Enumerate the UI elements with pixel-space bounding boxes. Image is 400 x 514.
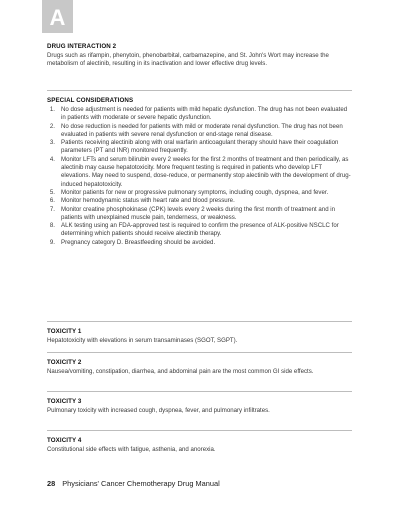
list-item: [47, 206, 352, 223]
toxicity-1-text: Hepatotoxicity with elevations in serum transaminases (SGOT, SGPT).: [47, 337, 238, 344]
section-letter-tab: [42, 0, 73, 33]
list-item: [47, 156, 352, 189]
drug-interaction-2-section: [47, 38, 352, 90]
list-item: [47, 197, 352, 205]
list-item: [47, 189, 352, 197]
list-item: [47, 222, 352, 239]
toxicity-2-text: Nausea/vomiting, constipation, diarrhea, and abdominal pain are the most common GI side effects.: [47, 368, 314, 375]
list-item-text: No dose adjustment is needed for patients with mild hepatic dysfunction. The drug has not been evaluated in patients with moderate or severe hepatic dysfunction.: [61, 106, 348, 122]
section-letter: A: [49, 5, 66, 30]
special-considerations-list: [47, 106, 352, 247]
list-item-text: Patients receiving alectinib along with oral warfarin anticoagulant therapy should have their coagulation parameters (PT and INR) monitored frequently.: [61, 139, 339, 155]
list-item-text: Monitor LFTs and serum bilirubin every 2 weeks for the first 2 months of treatment and then periodically, as alectinib may cause hepatotoxicity. More frequent testing is required in patients who develop LFT elevations. May need to suspend, dose-reduce, or permanently stop alectinib with the development of drug-induced hepatotoxicity.: [61, 155, 351, 188]
list-item-number: 3.: [49, 139, 55, 147]
list-item: [47, 106, 352, 123]
toxicity-2-heading: TOXICITY 2: [47, 359, 82, 366]
drug-interaction-2-text: Drugs such as rifampin, phenytoin, phenobarbital, carbamazepine, and St. John's Wort may increase the metabolism of alectinib, resulting in its inactivation and lower effective drug levels.: [47, 52, 329, 68]
book-title: Physicians' Cancer Chemotherapy Drug Manual: [62, 479, 220, 488]
page-footer: [47, 479, 220, 488]
list-item-text: Monitor hemodynamic status with heart rate and blood pressure.: [61, 197, 235, 205]
list-item-number: 6.: [49, 197, 55, 205]
list-item-text: No dose reduction is needed for patients with mild or moderate renal dysfunction. The drug has not been evaluated in patients with severe renal dysfunction or end-stage renal disease.: [61, 122, 343, 138]
list-item-text: Monitor creatine phosphokinase (CPK) levels every 2 weeks during the first month of treatment and in patients with unexplained muscle pain, tenderness, or weakness.: [61, 205, 336, 221]
list-item-number: 8.: [49, 222, 55, 230]
list-item-number: 9.: [49, 238, 55, 246]
toxicity-3-section: [47, 391, 352, 430]
list-item-number: 2.: [49, 122, 55, 130]
toxicity-3-heading: TOXICITY 3: [47, 398, 82, 405]
list-item: [47, 239, 352, 247]
toxicity-4-section: [47, 430, 352, 459]
drug-interaction-2-heading: DRUG INTERACTION 2: [47, 43, 117, 50]
toxicity-2-section: [47, 352, 352, 391]
page-number: 28: [47, 479, 56, 488]
list-item-number: 1.: [49, 106, 55, 113]
list-item-text: ALK testing using an FDA-approved test is required to confirm the presence of ALK-positive NSCLC for determining which patients should receive alectinib therapy.: [61, 222, 339, 238]
toxicity-1-heading: TOXICITY 1: [47, 328, 82, 335]
list-item: [47, 123, 352, 140]
list-item-number: 5.: [49, 188, 55, 196]
list-item-number: 4.: [49, 155, 55, 163]
special-considerations-heading: SPECIAL CONSIDERATIONS: [47, 97, 134, 104]
toxicity-4-text: Constitutional side effects with fatigue, asthenia, and anorexia.: [47, 446, 216, 453]
special-considerations-section: [47, 90, 352, 321]
list-item-text: Monitor patients for new or progressive pulmonary symptoms, including cough, dyspnea, and fever.: [61, 188, 329, 196]
toxicity-1-section: [47, 321, 352, 352]
list-item-text: Pregnancy category D. Breastfeeding should be avoided.: [61, 238, 216, 246]
page-content: [47, 38, 352, 459]
toxicity-4-heading: TOXICITY 4: [47, 437, 82, 444]
toxicity-3-text: Pulmonary toxicity with increased cough, dyspnea, fever, and pulmonary infiltrates.: [47, 407, 270, 414]
list-item-number: 7.: [49, 205, 55, 213]
list-item: [47, 139, 352, 156]
